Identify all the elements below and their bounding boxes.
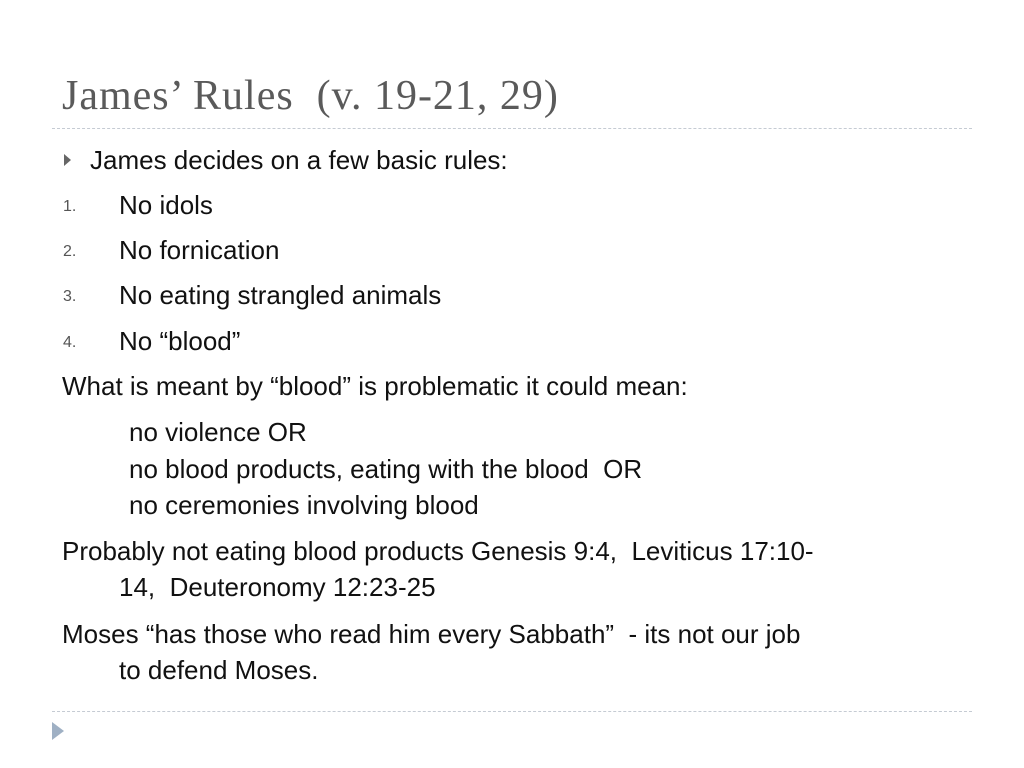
meaning-item: no ceremonies involving blood xyxy=(129,490,479,520)
probably-text: Probably not eating blood products Genesis 9:4, Leviticus 17:10- xyxy=(62,536,814,566)
slide-title: James’ Rules (v. 19-21, 29) xyxy=(62,73,559,119)
meaning-item: no blood products, eating with the blood OR xyxy=(129,454,643,484)
rule-text: No eating strangled animals xyxy=(119,280,442,310)
probably-text-continued: 14, Deuteronomy 12:23-25 xyxy=(119,572,436,602)
rule-text: No fornication xyxy=(119,235,280,265)
rule-text: No “blood” xyxy=(119,326,241,356)
meaning-item: no violence OR xyxy=(129,417,307,447)
rule-number: 2. xyxy=(63,243,77,260)
rule-number: 3. xyxy=(63,288,77,305)
meaning-intro: What is meant by “blood” is problematic it could mean: xyxy=(62,371,688,401)
intro-text: James decides on a few basic rules: xyxy=(90,145,508,175)
footer-divider xyxy=(52,711,972,712)
footer-triangle-icon xyxy=(52,722,64,740)
rule-text: No idols xyxy=(119,190,213,220)
rule-number: 4. xyxy=(63,334,77,351)
moses-text: Moses “has those who read him every Sabbath” - its not our job xyxy=(62,619,801,649)
bullet-arrow-icon xyxy=(64,154,71,166)
moses-text-continued: to defend Moses. xyxy=(119,655,319,685)
rule-number: 1. xyxy=(63,198,77,215)
